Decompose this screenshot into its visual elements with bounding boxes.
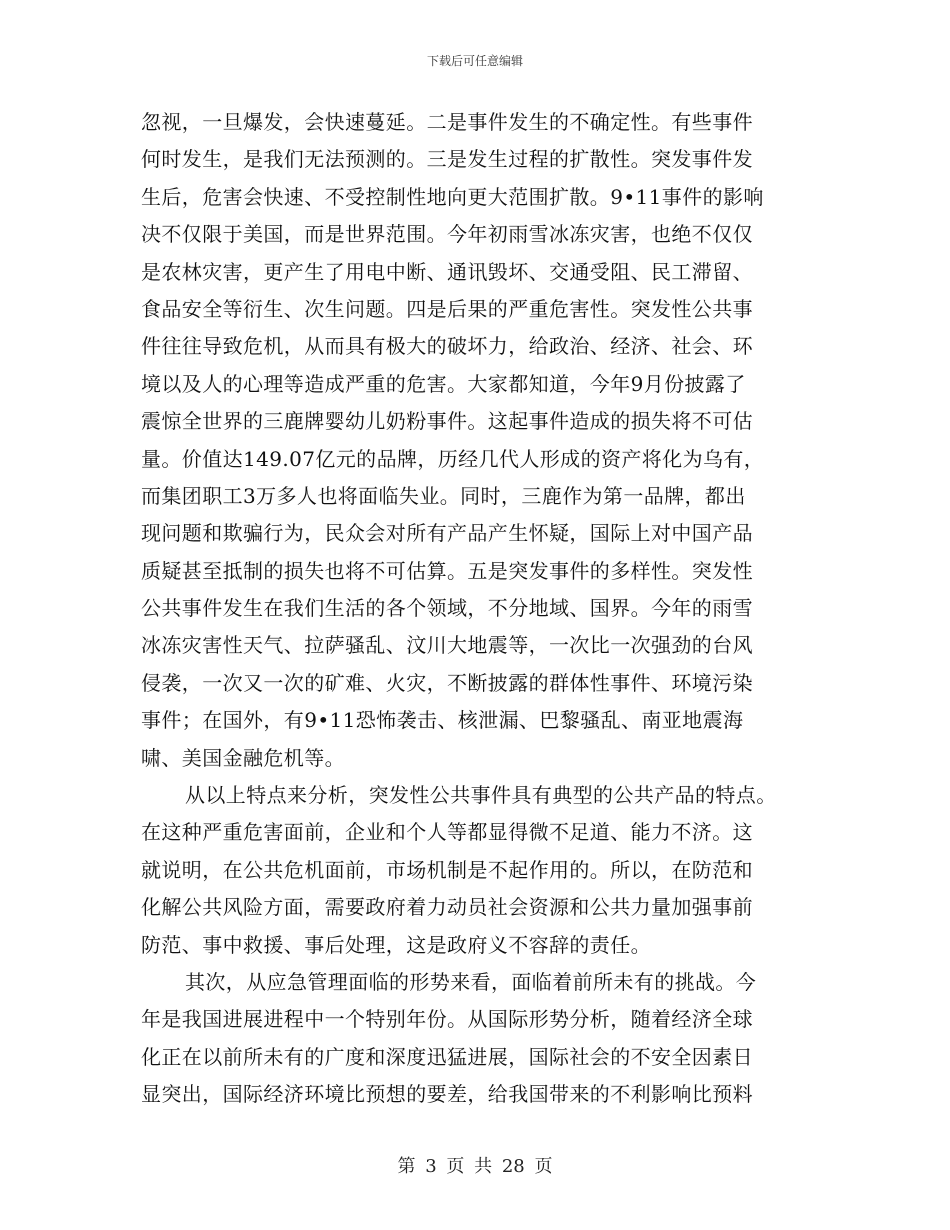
text-line: 质疑甚至抵制的损失也将不可估算。五是突发事件的多样性。突发性 (141, 558, 753, 583)
text-line: 境以及人的心理等造成严重的危害。大家都知道，今年9月份披露了 (141, 371, 746, 396)
page-header: 下载后可任意编辑 (426, 54, 523, 68)
text-line: 量。价值达149.07亿元的品牌，历经几代人形成的资产将化为乌有， (141, 446, 765, 471)
text-line: 在这种严重危害面前，企业和个人等都显得微不足道、能力不济。这 (141, 820, 753, 845)
text-line: 何时发生，是我们无法预测的。三是发生过程的扩散性。突发事件发 (141, 147, 753, 172)
text-line: 是农林灾害，更产生了用电中断、通讯毁坏、交通受阻、民工滞留、 (141, 259, 753, 284)
text-line: 震惊全世界的三鹿牌婴幼儿奶粉事件。这起事件造成的损失将不可估 (141, 409, 753, 434)
text-line: 公共事件发生在我们生活的各个领域，不分地域、国界。今年的雨雪 (141, 596, 753, 621)
text-line: 食品安全等衍生、次生问题。四是后果的严重危害性。突发性公共事 (141, 296, 753, 321)
text-line: 防范、事中救援、事后处理，这是政府义不容辞的责任。 (141, 932, 651, 957)
text-line: 年是我国进展进程中一个特别年份。从国际形势分析，随着经济全球 (141, 1007, 753, 1032)
text-line: 忽视，一旦爆发，会快速蔓延。二是事件发生的不确定性。有些事件 (141, 110, 753, 134)
body-text (141, 104, 811, 1114)
text-line: 冰冻灾害性天气、拉萨骚乱、汶川大地震等，一次比一次强劲的台风 (141, 633, 753, 658)
text-line: 从以上特点来分析，突发性公共事件具有典型的公共产品的特点。 (185, 783, 777, 808)
text-line: 生后，危害会快速、不受控制性地向更大范围扩散。9•11事件的影响 (141, 184, 764, 209)
text-line: 件往往导致危机，从而具有极大的破坏力，给政治、经济、社会、环 (141, 334, 753, 359)
text-line: 而集团职工3万多人也将面临失业。同时，三鹿作为第一品牌，都出 (141, 483, 746, 508)
text-line: 事件；在国外，有9•11恐怖袭击、核泄漏、巴黎骚乱、南亚地震海 (141, 708, 744, 733)
text-line: 就说明，在公共危机面前，市场机制是不起作用的。所以，在防范和 (141, 857, 753, 882)
text-line: 化解公共风险方面，需要政府着力动员社会资源和公共力量加强事前 (141, 895, 753, 920)
text-line: 化正在以前所未有的广度和深度迅猛进展，国际社会的不安全因素日 (141, 1044, 753, 1069)
text-line: 决不仅限于美国，而是世界范围。今年初雨雪冰冻灾害，也绝不仅仅 (141, 222, 753, 247)
text-line: 现问题和欺骗行为，民众会对所有产品产生怀疑，国际上对中国产品 (141, 521, 753, 546)
text-line: 侵袭，一次又一次的矿难、火灾，不断披露的群体性事件、环境污染 (141, 670, 753, 695)
text-line: 啸、美国金融危机等。 (141, 745, 345, 770)
text-line: 其次，从应急管理面临的形势来看，面临着前所未有的挑战。今 (185, 969, 757, 994)
text-line: 显突出，国际经济环境比预想的要差，给我国带来的不利影响比预料 (141, 1082, 753, 1107)
page-footer: 第 3 页 共 28 页 (397, 1156, 553, 1177)
